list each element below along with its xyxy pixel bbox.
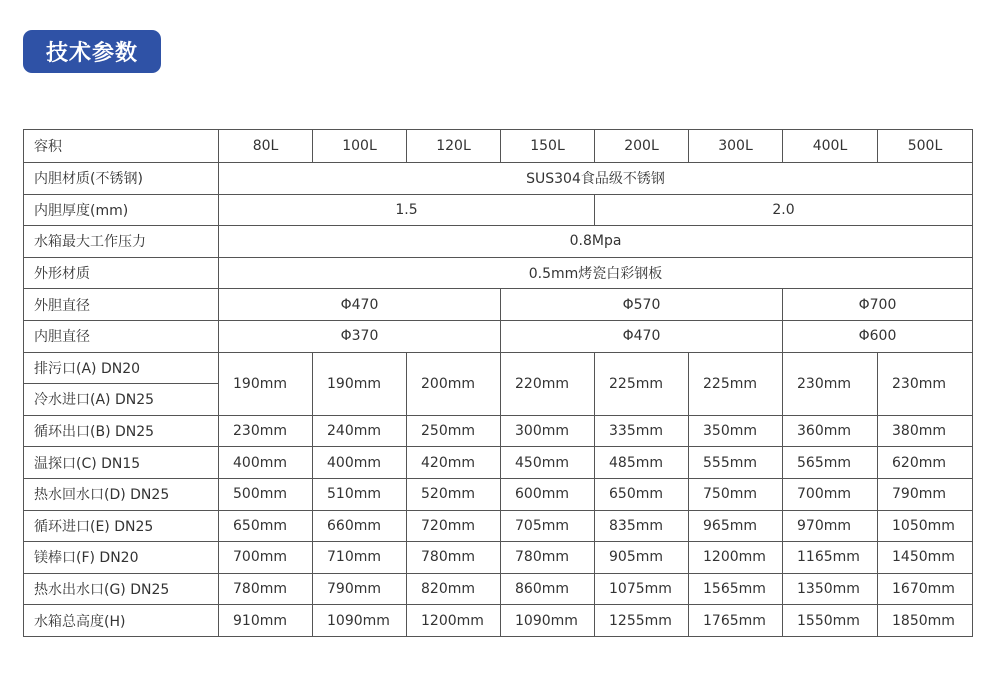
row-label: 水箱最大工作压力 — [24, 226, 219, 258]
row-label: 循环进口(E) DN25 — [24, 510, 219, 542]
row-label: 排污口(A) DN20 — [24, 352, 219, 384]
dimension-row — [24, 510, 973, 542]
dimension-cell: 600mm — [501, 478, 595, 510]
dimension-cell: 380mm — [878, 415, 973, 447]
dimension-row — [24, 542, 973, 574]
inner-diameter-row — [24, 320, 973, 352]
inner-diameter-value: Φ370 — [219, 320, 501, 352]
outer-diameter-row — [24, 289, 973, 321]
dimension-cell: 710mm — [313, 542, 407, 574]
row-label: 冷水进口(A) DN25 — [24, 384, 219, 416]
row-label: 内胆材质(不锈钢) — [24, 163, 219, 195]
dimension-cell: 240mm — [313, 415, 407, 447]
dimension-cell: 650mm — [595, 478, 689, 510]
volume-cell: 150L — [501, 130, 595, 163]
dimension-cell: 650mm — [219, 510, 313, 542]
dimension-cell: 250mm — [407, 415, 501, 447]
max-pressure-value: 0.8Mpa — [219, 226, 973, 258]
dimension-cell: 485mm — [595, 447, 689, 479]
dimension-cell: 1550mm — [783, 605, 878, 637]
max-pressure-row — [24, 226, 973, 258]
liner-thickness-row — [24, 194, 973, 226]
dimension-cell: 450mm — [501, 447, 595, 479]
row-label: 容积 — [24, 130, 219, 163]
dimension-cell: 720mm — [407, 510, 501, 542]
row-label: 内胆直径 — [24, 320, 219, 352]
dimension-cell: 555mm — [689, 447, 783, 479]
dimension-cell: 790mm — [878, 478, 973, 510]
dimension-cell: 780mm — [407, 542, 501, 574]
dimension-cell: 1670mm — [878, 573, 973, 605]
dimension-row — [24, 605, 973, 637]
dimension-cell: 1165mm — [783, 542, 878, 574]
drain-inlet-cell: 230mm — [878, 352, 973, 415]
dimension-cell: 660mm — [313, 510, 407, 542]
volume-cell: 200L — [595, 130, 689, 163]
row-label: 循环出口(B) DN25 — [24, 415, 219, 447]
dimension-cell: 230mm — [219, 415, 313, 447]
row-label: 热水回水口(D) DN25 — [24, 478, 219, 510]
row-label: 温探口(C) DN15 — [24, 447, 219, 479]
dimension-cell: 910mm — [219, 605, 313, 637]
dimension-cell: 360mm — [783, 415, 878, 447]
dimension-cell: 905mm — [595, 542, 689, 574]
dimension-cell: 400mm — [219, 447, 313, 479]
dimension-cell: 1255mm — [595, 605, 689, 637]
dimension-cell: 1200mm — [407, 605, 501, 637]
volume-row — [24, 130, 973, 163]
dimension-cell: 510mm — [313, 478, 407, 510]
dimension-cell: 970mm — [783, 510, 878, 542]
dimension-cell: 750mm — [689, 478, 783, 510]
liner-material-value: SUS304食品级不锈钢 — [219, 163, 973, 195]
dimension-row — [24, 447, 973, 479]
row-label: 热水出水口(G) DN25 — [24, 573, 219, 605]
drain-port-row — [24, 352, 973, 384]
volume-cell: 500L — [878, 130, 973, 163]
drain-inlet-cell: 220mm — [501, 352, 595, 415]
dimension-cell: 835mm — [595, 510, 689, 542]
dimension-cell: 965mm — [689, 510, 783, 542]
liner-thickness-value: 1.5 — [219, 194, 595, 226]
dimension-cell: 780mm — [219, 573, 313, 605]
drain-inlet-cell: 225mm — [595, 352, 689, 415]
dimension-cell: 400mm — [313, 447, 407, 479]
row-label: 外胆直径 — [24, 289, 219, 321]
section-title-badge: 技术参数 — [23, 30, 161, 73]
dimension-cell: 350mm — [689, 415, 783, 447]
dimension-cell: 565mm — [783, 447, 878, 479]
dimension-cell: 620mm — [878, 447, 973, 479]
dimension-cell: 700mm — [783, 478, 878, 510]
dimension-cell: 1565mm — [689, 573, 783, 605]
outer-diameter-value: Φ700 — [783, 289, 973, 321]
dimension-cell: 1075mm — [595, 573, 689, 605]
drain-inlet-cell: 230mm — [783, 352, 878, 415]
volume-cell: 300L — [689, 130, 783, 163]
dimension-row — [24, 415, 973, 447]
dimension-cell: 1765mm — [689, 605, 783, 637]
dimension-cell: 500mm — [219, 478, 313, 510]
liner-thickness-value: 2.0 — [595, 194, 973, 226]
dimension-cell: 335mm — [595, 415, 689, 447]
volume-cell: 120L — [407, 130, 501, 163]
volume-cell: 100L — [313, 130, 407, 163]
outer-diameter-value: Φ570 — [501, 289, 783, 321]
dimension-cell: 1350mm — [783, 573, 878, 605]
row-label: 内胆厚度(mm) — [24, 194, 219, 226]
row-label: 水箱总高度(H) — [24, 605, 219, 637]
outer-diameter-value: Φ470 — [219, 289, 501, 321]
dimension-cell: 300mm — [501, 415, 595, 447]
dimension-row — [24, 478, 973, 510]
spec-table — [23, 129, 973, 637]
liner-material-row — [24, 163, 973, 195]
dimension-cell: 1850mm — [878, 605, 973, 637]
shell-material-value: 0.5mm烤瓷白彩钢板 — [219, 257, 973, 289]
dimension-cell: 790mm — [313, 573, 407, 605]
dimension-cell: 820mm — [407, 573, 501, 605]
dimension-cell: 1090mm — [501, 605, 595, 637]
dimension-cell: 1050mm — [878, 510, 973, 542]
dimension-cell: 1450mm — [878, 542, 973, 574]
dimension-cell: 700mm — [219, 542, 313, 574]
row-label: 镁棒口(F) DN20 — [24, 542, 219, 574]
dimension-cell: 1200mm — [689, 542, 783, 574]
dimension-cell: 520mm — [407, 478, 501, 510]
inner-diameter-value: Φ600 — [783, 320, 973, 352]
volume-cell: 400L — [783, 130, 878, 163]
dimension-cell: 780mm — [501, 542, 595, 574]
dimension-cell: 420mm — [407, 447, 501, 479]
drain-inlet-cell: 190mm — [313, 352, 407, 415]
row-label: 外形材质 — [24, 257, 219, 289]
drain-inlet-cell: 190mm — [219, 352, 313, 415]
drain-inlet-cell: 225mm — [689, 352, 783, 415]
drain-inlet-cell: 200mm — [407, 352, 501, 415]
dimension-cell: 705mm — [501, 510, 595, 542]
shell-material-row — [24, 257, 973, 289]
volume-cell: 80L — [219, 130, 313, 163]
dimension-cell: 1090mm — [313, 605, 407, 637]
dimension-row — [24, 573, 973, 605]
inner-diameter-value: Φ470 — [501, 320, 783, 352]
dimension-cell: 860mm — [501, 573, 595, 605]
